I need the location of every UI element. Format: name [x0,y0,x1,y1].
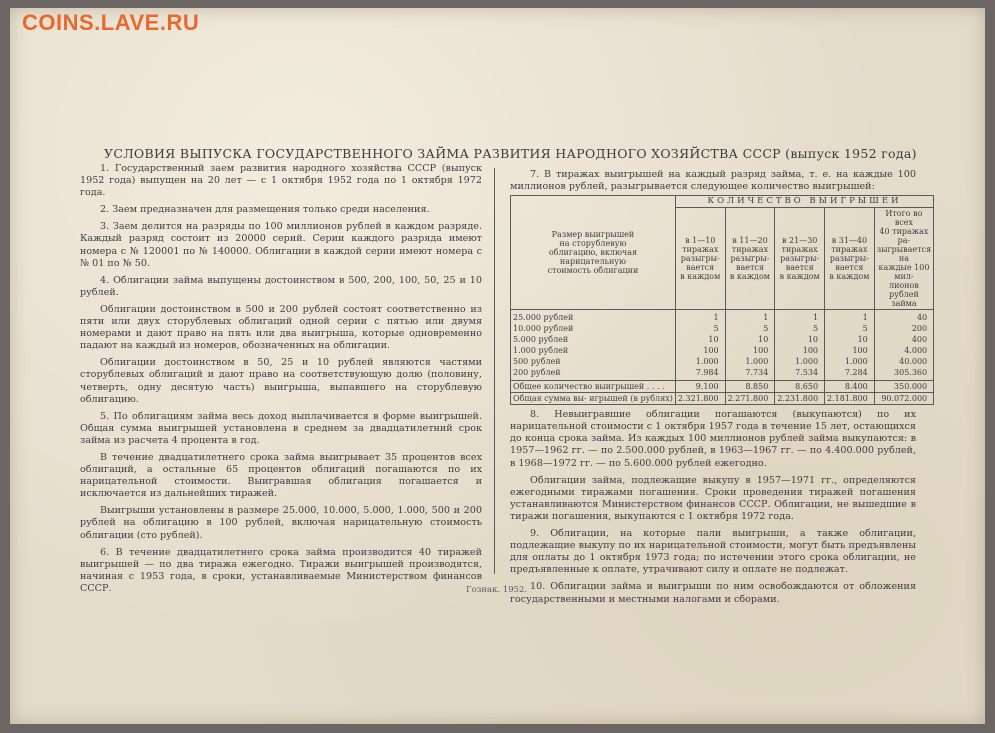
cell: 5 [675,323,725,334]
table-column-header: в 11—20 тиражах разыгры- вается в каждом [725,208,775,310]
cell: 100 [825,345,875,356]
table-column-header: в 31—40 тиражах разыгры- вается в каждом [825,208,875,310]
cell: 1.000 [825,356,875,367]
paragraph: 4. Облигации займа выпущены достоинством в 500, 200, 100, 50, 25 и 10 рублей. [80,274,482,298]
cell: 5 [825,323,875,334]
cell: 4.000 [874,345,933,356]
prize-size: 200 рублей [511,367,676,381]
table-column-header: Итого во всех 40 тиражах ра- зыгрывается на каждые 100 мил- лионов рублей займа [874,208,933,310]
faded-print-background [210,96,263,142]
cell: 10 [725,334,775,345]
cell: 1 [825,310,875,324]
table-row [511,367,934,381]
cell: 40 [874,310,933,324]
document-title: УСЛОВИЯ ВЫПУСКА ГОСУДАРСТВЕННОГО ЗАЙМА РАЗВИТИЯ НАРОДНОГО ХОЗЯЙСТВА СССР (выпуск 1952 года) [104,146,917,161]
table-row-total-count [511,381,934,393]
table-row [511,345,934,356]
paragraph: 1. Государственный заем развития народного хозяйства СССР (выпуск 1952 года) выпущен на 20 лет — с 1 октября 1952 года по 1 октября 1972 года. [80,163,482,199]
cell: 5 [725,323,775,334]
table-row [511,334,934,345]
right-column [510,169,932,611]
cell: 1.000 [675,356,725,367]
prize-size: 10.000 рублей [511,323,676,334]
cell: 10 [675,334,725,345]
cell: 10 [775,334,825,345]
prize-size: 25.000 рублей [511,310,676,324]
cell: 400 [874,334,933,345]
cell: 100 [775,345,825,356]
table-corner-header: Размер выигрышей на сторублевую облигацию, включая нарицательную стоимость облигации [511,196,676,310]
cell: 8.850 [725,381,775,393]
paragraph: 5. По облигациям займа весь доход выплачивается в форме выигрышей. Общая сумма выигрышей установлена в среднем за двадцатилетний срок займа из расчета 4 процента в год. [80,410,482,446]
cell: 1 [675,310,725,324]
cell: 2.181.800 [825,393,875,405]
cell: 8.650 [775,381,825,393]
table-group-header: КОЛИЧЕСТВО ВЫИГРЫШЕЙ [675,196,933,208]
cell: 1 [775,310,825,324]
cell: 350.000 [874,381,933,393]
cell: 7.534 [775,367,825,381]
paragraph: 10. Облигации займа и выигрыши по ним освобождаются от обложения государственными и местными налогами и сборами. [510,581,916,605]
cell: 90.072.000 [874,393,933,405]
printer-imprint: Гознак. 1952. [466,585,528,595]
cell: 1 [725,310,775,324]
cell: 2.321.800 [675,393,725,405]
prize-size: 500 рублей [511,356,676,367]
paragraph: Облигации займа, подлежащие выкупу в 1957—1971 гг., определяются ежегодными тиражами погашения. Сроки проведения тиражей погашения устанавливаются Министерством финансов СССР. Облигации, не вышедшие в тиражи погашения, выкупаются с 1 октября 1972 года. [510,474,916,522]
paragraph: 3. Заем делится на разряды по 100 миллионов рублей в каждом разряде. Каждый разряд состоит из 20000 серий. Серии каждого разряда имеют номера с № 120001 по № 140000. Облигации в каждой серии имеют номера с № 01 по № 50. [80,221,482,269]
paragraph: Выигрыши установлены в размере 25.000, 10.000, 5.000, 1.000, 500 и 200 рублей на облигацию в 100 рублей, включая нарицательную стоимость облигации (сто рублей). [80,505,482,541]
table-row-total-sum [511,393,934,405]
table-column-header: в 1—10 тиражах разыгры- вается в каждом [675,208,725,310]
cell: 40.000 [874,356,933,367]
paragraph: 9. Облигации, на которые пали выигрыши, а также облигации, подлежащие выкупу по их нарицательной стоимости, могут быть предъявлены для оплаты до 1 октября 1973 года; по истечении этого срока облигации, не предъявленные к оплате, утрачивают силу и оплате не подлежат. [510,528,916,576]
total-sum-label: Общая сумма вы- игрышей (в рублях) [511,393,676,405]
table-column-header: в 21—30 тиражах разыгры- вается в каждом [775,208,825,310]
paragraph: 2. Заем предназначен для размещения только среди населения. [100,204,430,216]
prize-size: 1.000 рублей [511,345,676,356]
left-column [80,163,482,600]
cell: 8.400 [825,381,875,393]
cell: 100 [675,345,725,356]
cell: 10 [825,334,875,345]
cell: 1.000 [775,356,825,367]
paragraph: 6. В течение двадцатилетнего срока займа производится 40 тиражей выигрышей — по два тиража ежегодно. Тиражи выигрышей производятся, начиная с 1953 года, в сроки, устанавливаемые Министерством финансов СССР. [80,546,482,594]
paragraph: 8. Невыигравшие облигации погашаются (выкупаются) по их нарицательной стоимости с 1 октября 1957 года в течение 15 лет, остающихся до конца срока займа. Из каждых 100 миллионов рублей займа выкупаются: в 1957—1962 гг. — по 2.500.000 рублей, в 1963—1967 гг. — по 4.400.000 рублей, в 1968—1972 гг. — по 5.600.000 рублей ежегодно. [510,409,916,469]
site-watermark: COINS.LAVE.RU [22,10,200,35]
cell: 9.100 [675,381,725,393]
prize-size: 5.000 рублей [511,334,676,345]
cell: 2.271.800 [725,393,775,405]
cell: 5 [775,323,825,334]
total-count-label: Общее количество выигрышей . . . . [511,381,676,393]
cell: 1.000 [725,356,775,367]
paragraph: Облигации достоинством в 50, 25 и 10 рублей являются частями сторублевых облигаций и дают право на соответствующую долю (половину, четверть, одну десятую часть) выигрыша, выпавшего на сторублевую облигацию. [80,357,482,405]
paragraph: Облигации достоинством в 500 и 200 рублей состоят соответственно из пяти или двух сторублевых облигаций одной серии с пятью или двумя номерами и дают право на пять или два выигрыша, которые одновременно падают на каждый из номеров, обозначенных на облигации. [80,303,482,352]
cell: 7.984 [675,367,725,381]
cell: 200 [874,323,933,334]
table-row [511,356,934,367]
cell: 7.284 [825,367,875,381]
cell: 100 [725,345,775,356]
paragraph: 7. В тиражах выигрышей на каждый разряд займа, т. е. на каждые 100 миллионов рублей, разыгрывается следующее количество выигрышей: [510,169,916,193]
cell: 305.360 [874,367,933,381]
paragraph: В течение двадцатилетнего срока займа выигрывает 35 процентов всех облигаций, а остальные 65 процентов облигаций погашаются по их нарицательной стоимости. Выигравшая облигация погашается и исключается из дальнейших тиражей. [80,451,482,500]
table-row [511,323,934,334]
cell: 2.231.800 [775,393,825,405]
column-divider [494,168,495,574]
cell: 7.734 [725,367,775,381]
table-row [511,310,934,324]
prize-table [510,195,934,405]
